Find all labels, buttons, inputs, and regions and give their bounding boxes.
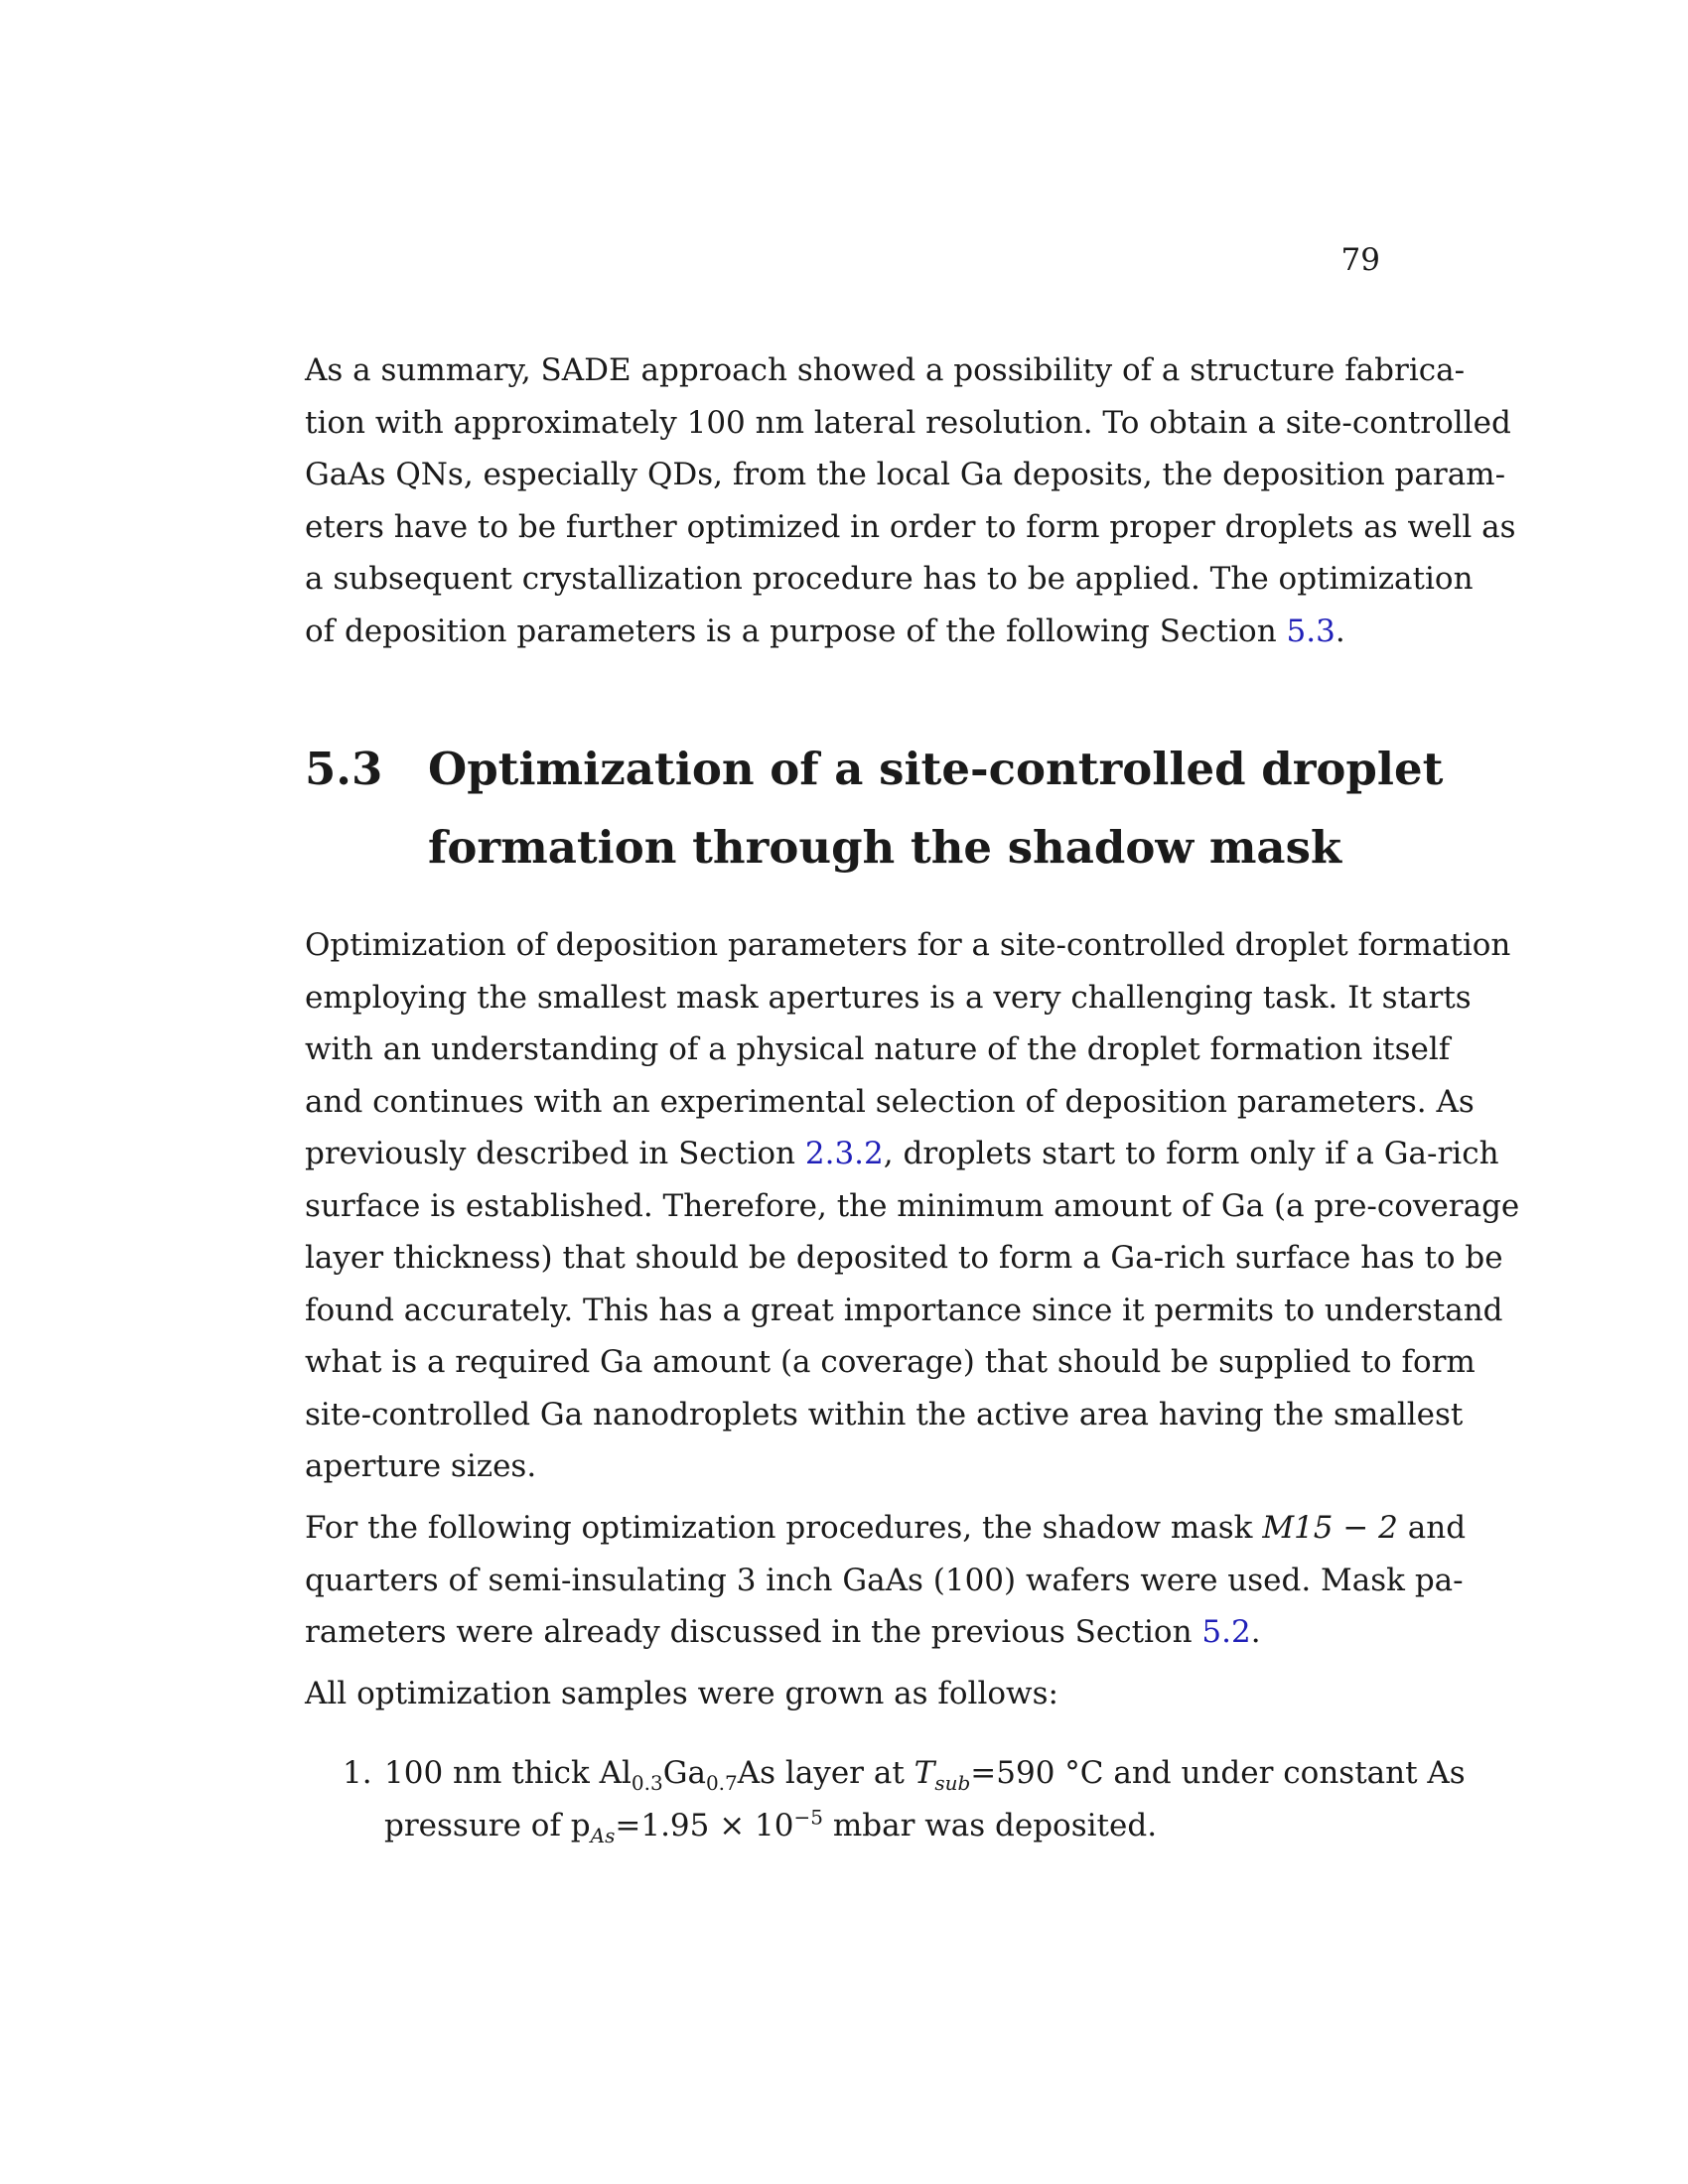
text-fragment: Ga bbox=[662, 1755, 706, 1791]
optimization-paragraph bbox=[305, 919, 1520, 1493]
text-line: what is a required Ga amount (a coverage) that should be supplied to form bbox=[305, 1344, 1476, 1380]
section-ref-link[interactable]: 5.3 bbox=[1286, 613, 1336, 649]
mask-paragraph bbox=[305, 1502, 1467, 1659]
text-line: quarters of semi-insulating 3 inch GaAs (100) wafers were used. Mask pa- bbox=[305, 1562, 1464, 1598]
text-line: GaAs QNs, especially QDs, from the local Ga deposits, the deposition param- bbox=[305, 457, 1506, 492]
text-fragment: . bbox=[1335, 613, 1345, 649]
text-line: employing the smallest mask apertures is a very challenging task. It starts bbox=[305, 979, 1472, 1016]
text-line bbox=[305, 1606, 1375, 1659]
text-line bbox=[305, 606, 1375, 658]
text-fragment: 100 nm thick Al bbox=[384, 1755, 632, 1791]
subscript: 0.7 bbox=[705, 1771, 738, 1796]
text-line: and continues with an experimental selection of deposition parameters. As bbox=[305, 1083, 1475, 1120]
text-fragment: , droplets start to form only if a Ga-rich bbox=[883, 1136, 1499, 1171]
text-line bbox=[305, 1502, 1467, 1555]
subscript: sub bbox=[934, 1771, 971, 1796]
list-marker: 1. bbox=[343, 1755, 372, 1791]
text-line bbox=[384, 1800, 1375, 1852]
page-number: 79 bbox=[1340, 242, 1380, 278]
text-line: surface is established. Therefore, the minimum amount of Ga (a pre-coverage bbox=[305, 1187, 1520, 1224]
text-line: Optimization of deposition parameters for a site-controlled droplet formation bbox=[305, 927, 1511, 963]
text-fragment: . bbox=[1250, 1614, 1261, 1650]
text-line: layer thickness) that should be deposited to form a Ga-rich surface has to be bbox=[305, 1240, 1503, 1276]
temperature-symbol: T bbox=[914, 1755, 935, 1791]
text-line: found accurately. This has a great importance since it permits to understand bbox=[305, 1292, 1503, 1328]
list-item-body bbox=[384, 1747, 1466, 1851]
samples-paragraph bbox=[305, 1668, 1375, 1720]
text-line: All optimization samples were grown as follows: bbox=[305, 1676, 1058, 1711]
superscript: −5 bbox=[793, 1805, 823, 1830]
text-line: a subsequent crystallization procedure has to be applied. The optimization bbox=[305, 561, 1474, 597]
section-title bbox=[428, 730, 1443, 887]
text-line: As a summary, SADE approach showed a possibility of a structure fabrica- bbox=[305, 352, 1466, 388]
text-fragment: of deposition parameters is a purpose of the following Section bbox=[305, 613, 1287, 649]
section-ref-link[interactable]: 5.2 bbox=[1201, 1614, 1251, 1650]
section-ref-link[interactable]: 2.3.2 bbox=[804, 1136, 884, 1171]
section-number: 5.3 bbox=[305, 743, 383, 795]
text-line: with an understanding of a physical nature of the droplet formation itself bbox=[305, 1031, 1451, 1067]
text-fragment: =590 °C and under constant As bbox=[970, 1755, 1466, 1791]
subscript: 0.3 bbox=[631, 1771, 663, 1796]
text-line: site-controlled Ga nanodroplets within the active area having the smallest bbox=[305, 1396, 1464, 1433]
text-line: aperture sizes. bbox=[305, 1448, 537, 1484]
text-fragment: pressure of p bbox=[384, 1807, 591, 1843]
text-fragment: previously described in Section bbox=[305, 1136, 805, 1171]
mask-name: M15 − 2 bbox=[1262, 1510, 1398, 1546]
section-title-line: Optimization of a site-controlled droplet bbox=[428, 743, 1444, 795]
summary-paragraph bbox=[305, 344, 1516, 657]
text-line: tion with approximately 100 nm lateral resolution. To obtain a site-controlled bbox=[305, 404, 1511, 441]
text-fragment: =1.95 × 10 bbox=[615, 1807, 794, 1843]
text-line bbox=[305, 1128, 1499, 1180]
text-fragment: As layer at bbox=[737, 1755, 914, 1791]
text-line bbox=[384, 1747, 1466, 1800]
text-line: eters have to be further optimized in order to form proper droplets as well as bbox=[305, 508, 1516, 545]
text-fragment: rameters were already discussed in the previous Section bbox=[305, 1614, 1202, 1650]
text-fragment: mbar was deposited. bbox=[823, 1807, 1158, 1843]
text-fragment: For the following optimization procedures, the shadow mask bbox=[305, 1510, 1263, 1546]
subscript: As bbox=[590, 1823, 616, 1847]
section-title-line: formation through the shadow mask bbox=[428, 821, 1342, 874]
text-fragment: and bbox=[1397, 1510, 1467, 1546]
